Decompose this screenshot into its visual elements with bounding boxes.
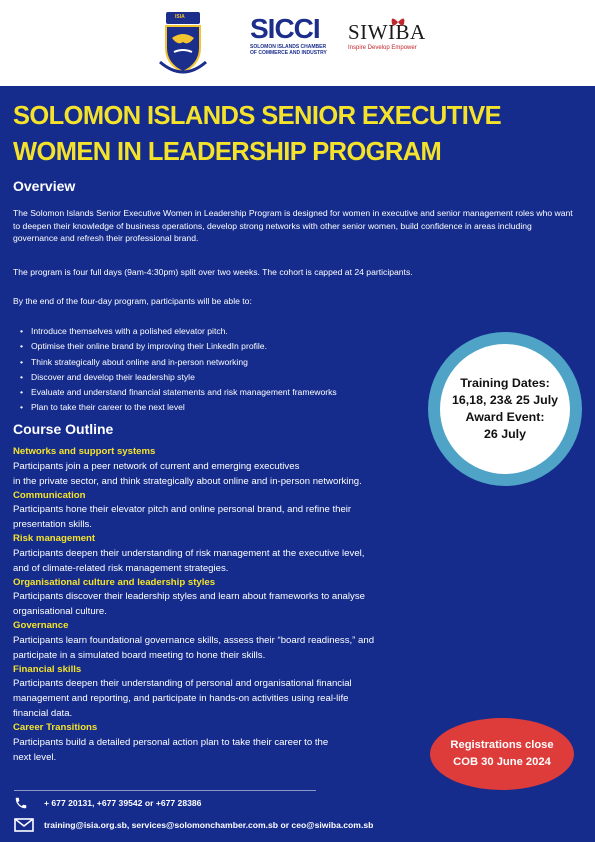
course-item-desc: financial data.	[13, 708, 73, 719]
course-outline-heading: Course Outline	[13, 421, 114, 437]
course-item	[13, 532, 443, 576]
overview-paragraph-3: By the end of the four-day program, participants will be able to:	[13, 296, 252, 306]
course-item	[13, 619, 443, 663]
course-item-desc: Participants deepen their understanding of risk management at the executive level,	[13, 547, 365, 559]
training-dates-value: 16,18, 23& 25 July	[451, 393, 559, 407]
training-dates-label: Training Dates:	[460, 376, 550, 390]
list-item: • Discover and develop their leadership style	[20, 370, 337, 385]
registration-line-1: Registrations close	[450, 739, 554, 751]
award-event-label: Award Event:	[465, 410, 545, 424]
page-title	[13, 98, 573, 170]
award-event-value: 26 July	[483, 427, 527, 441]
course-item-desc: Participants deepen their understanding of personal and organisational financial	[13, 678, 352, 689]
list-item: • Plan to take their career to the next level	[20, 400, 337, 415]
overview-heading: Overview	[13, 178, 76, 194]
course-item-desc: Participants learn foundational governance skills, assess their “board readiness,” and	[13, 634, 375, 646]
course-item-desc: in the private sector, and think strategically about online and in-person networking.	[13, 475, 362, 487]
course-item-title: Risk management	[13, 533, 96, 544]
course-outline	[13, 445, 443, 765]
course-item-title: Governance	[13, 620, 69, 631]
course-item-desc: and of climate-related risk management strategies.	[13, 562, 229, 574]
siwiba-logo-caption: Inspire Develop Empower	[348, 45, 417, 51]
email-addresses[interactable]: training@isia.org.sb, services@solomonchamber.com.sb or ceo@siwiba.com.sb	[44, 820, 374, 830]
envelope-icon	[14, 818, 44, 832]
sicci-logo-caption: SOLOMON ISLANDS CHAMBER OF COMMERCE AND INDUSTRY	[250, 44, 327, 56]
siwiba-logo-text: SIWIBA	[348, 20, 426, 44]
isia-logo	[158, 8, 208, 80]
training-dates-inner	[440, 344, 570, 474]
course-item	[13, 445, 443, 489]
overview-paragraph-1: The Solomon Islands Senior Executive Women in Leadership Program is designed for women in executive and senior management roles who want to deepen their knowledge of business operations, develop strong networks with other senior women, build confidence in areas including governance and refresh their professional brand.	[13, 208, 573, 243]
registration-line-2: COB 30 June 2024	[453, 756, 551, 768]
title-line-2: WOMEN IN LEADERSHIP PROGRAM	[13, 138, 442, 166]
title-line-1: SOLOMON ISLANDS SENIOR EXECUTIVE	[13, 102, 502, 130]
course-item	[13, 721, 443, 765]
course-item-desc: presentation skills.	[13, 519, 92, 530]
sicci-logo-text: SICCI	[250, 13, 320, 44]
list-item: • Think strategically about online and in-person networking	[20, 355, 337, 370]
isia-logo-text: ISIA	[175, 14, 185, 20]
outcomes-list	[20, 324, 337, 416]
course-item-desc: organisational culture.	[13, 606, 107, 617]
registration-badge	[430, 718, 574, 790]
list-item: • Optimise their online brand by improving their LinkedIn profile.	[20, 339, 337, 354]
contact-divider	[14, 790, 316, 791]
course-item-desc: Participants discover their leadership styles and learn about frameworks to analyse	[13, 591, 365, 602]
siwiba-butterfly-icon	[388, 14, 408, 30]
course-item-desc: next level.	[13, 751, 57, 763]
course-item-title: Organisational culture and leadership styles	[13, 576, 216, 588]
phone-numbers[interactable]: + 677 20131, +677 39542 or +677 28386	[44, 798, 202, 808]
course-item-desc: management and reporting, and participate in hands-on activities using real-life	[13, 693, 349, 704]
contact-phone	[14, 796, 201, 810]
list-item: • Evaluate and understand financial statements and risk management frameworks	[20, 385, 337, 400]
overview-paragraph-2: The program is four full days (9am-4:30pm) split over two weeks. The cohort is capped at 24 participants.	[13, 267, 413, 277]
course-item-title: Networks and support systems	[13, 446, 156, 457]
course-item-title: Career Transitions	[13, 722, 98, 733]
course-item-desc: Participants join a peer network of current and emerging executives	[13, 460, 300, 472]
main-panel	[0, 86, 595, 842]
course-item-desc: Participants build a detailed personal action plan to take their career to the	[13, 736, 329, 748]
sicci-logo	[250, 14, 342, 74]
contact-email	[14, 818, 373, 832]
header	[0, 0, 595, 86]
course-item-title: Communication	[13, 489, 86, 501]
siwiba-logo	[348, 20, 438, 70]
course-item	[13, 663, 443, 722]
course-item-desc: participate in a simulated board meeting to hone their skills.	[13, 649, 266, 661]
phone-icon	[14, 796, 44, 810]
training-dates-badge	[428, 332, 582, 486]
list-item: • Introduce themselves with a polished elevator pitch.	[20, 324, 337, 339]
course-item	[13, 489, 443, 533]
course-item-desc: Participants hone their elevator pitch and online personal brand, and refine their	[13, 504, 352, 515]
course-item	[13, 576, 443, 620]
course-item-title: Financial skills	[13, 663, 82, 675]
